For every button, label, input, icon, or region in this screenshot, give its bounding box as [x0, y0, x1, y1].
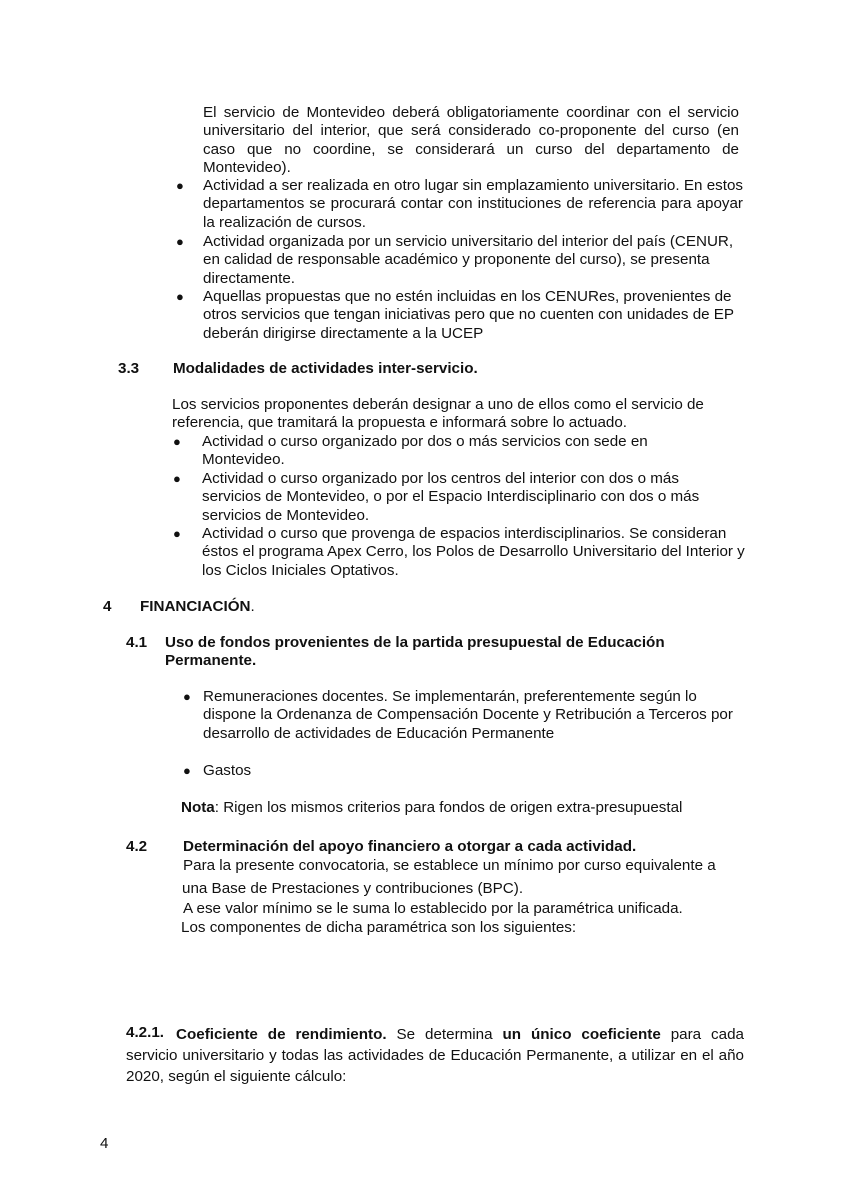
section-number: 4.2.1.: [126, 1024, 164, 1041]
bullet-icon: ●: [176, 234, 184, 249]
section-number: 4: [103, 598, 112, 615]
section-heading: FINANCIACIÓN.: [140, 598, 255, 615]
section-number: 3.3: [118, 360, 140, 377]
bullet-icon: ●: [173, 526, 181, 541]
section-line: Para la presente convocatoria, se establece un mínimo por curso equivalente a: [183, 857, 716, 874]
bullet-icon: ●: [173, 434, 181, 449]
section-heading: Uso de fondos provenientes de la partida presupuestal de Educación Permanente.: [165, 634, 665, 670]
list-item: ● Actividad a ser realizada en otro lugar sin emplazamiento universitario. En estos departamentos se procurará contar con instituciones de referencia para apoyar la realización de cursos.: [176, 177, 743, 231]
section-line: una Base de Prestaciones y contribuciones (BPC).: [182, 880, 524, 897]
list-item: ● Remuneraciones docentes. Se implementarán, preferentemente según lo dispone la Ordenanza de Compensación Docente y Retribución a Terceros por desarrollo de actividades de Educación Permanente: [183, 688, 733, 742]
list-item: ● Actividad o curso que provenga de espacios interdisciplinarios. Se consideran éstos el programa Apex Cerro, los Polos de Desarrollo Universitario del Interior y los Ciclos Iniciales Optativos.: [173, 525, 745, 579]
list-item: ● Aquellas propuestas que no estén incluidas en los CENURes, provenientes de otros servicios que tengan iniciativas pero que no cuenten con unidades de EP deberán dirigirse directamente a la UCEP: [176, 288, 734, 342]
section-number: 4.2: [126, 838, 148, 855]
bullet-icon: ●: [183, 689, 191, 704]
list-item: ● Actividad o curso organizado por dos o más servicios con sede en Montevideo.: [173, 433, 648, 469]
list-item: ● Actividad o curso organizado por los centros del interior con dos o más servicios de Montevideo, o por el Espacio Interdisciplinario con dos o más servicios de Montevideo.: [173, 470, 700, 524]
continuation-paragraph: El servicio de Montevideo deberá obligatoriamente coordinar con el servicio universitario del interior, que será considerado co-proponente del curso (en caso que no coordine, se considerará un curso del departamento de Montevideo).: [203, 104, 739, 177]
section-heading: Determinación del apoyo financiero a otorgar a cada actividad.: [183, 838, 637, 855]
bullet-icon: ●: [176, 178, 184, 193]
list-item: ● Gastos: [183, 762, 252, 779]
bullet-icon: ●: [173, 471, 181, 486]
section-line: Los componentes de dicha paramétrica son los siguientes:: [181, 919, 577, 936]
section-intro: Los servicios proponentes deberán designar a uno de ellos como el servicio de referencia, que tramitará la propuesta e informará sobre lo actuado.: [172, 396, 704, 432]
note-paragraph: Nota: Rigen los mismos criterios para fondos de origen extra-presupuestal: [181, 799, 683, 816]
section-line: A ese valor mínimo se le suma lo establecido por la paramétrica unificada.: [183, 900, 683, 917]
section-number: 4.1: [126, 634, 148, 651]
section-heading: Modalidades de actividades inter-servicio.: [173, 360, 478, 377]
page-number: 4: [100, 1135, 109, 1152]
list-item: ● Actividad organizada por un servicio universitario del interior del país (CENUR, en calidad de responsable académico y proponente del curso), se presenta directamente.: [176, 233, 734, 287]
bullet-icon: ●: [183, 763, 191, 778]
bullet-icon: ●: [176, 289, 184, 304]
section-paragraph: Coeficiente de rendimiento. Se determina un único coeficiente para cada servicio universitario y todas las actividades de Educación Permanente, a utilizar en el año 2020, según el siguiente cálculo:: [126, 1026, 744, 1085]
